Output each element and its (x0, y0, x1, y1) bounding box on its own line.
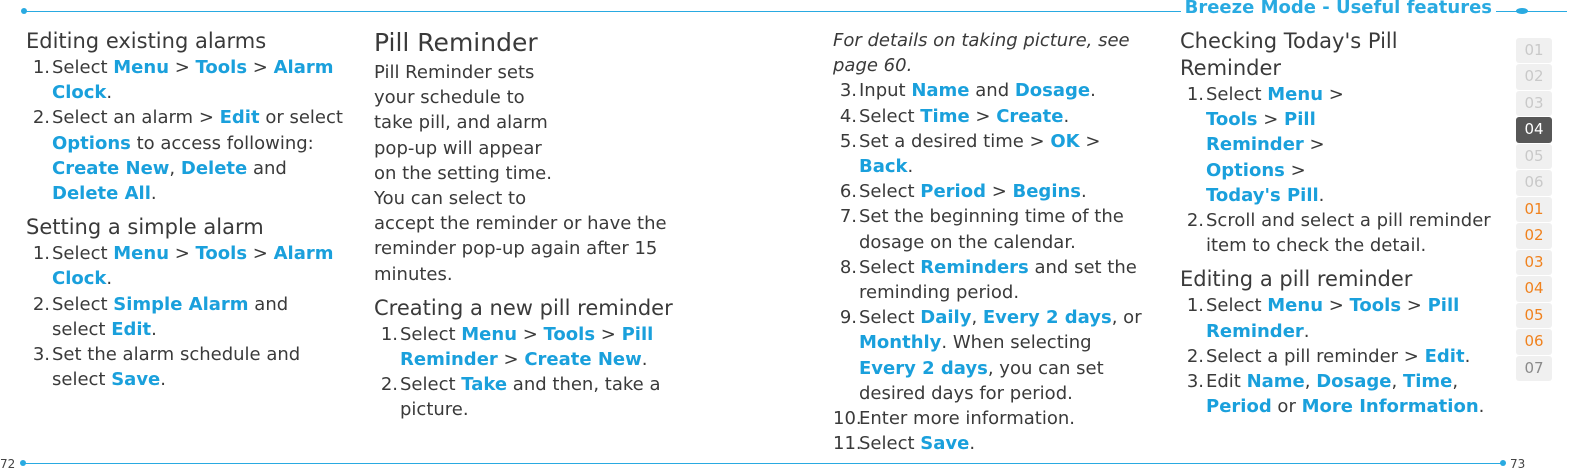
steps-continued (833, 78, 1153, 456)
step: 2. Select an alarm > Edit or select Options to access following: Create New, Delete and Delete All. (32, 107, 343, 205)
footer-right-dot (1500, 460, 1506, 466)
intro-line: on the setting time. (374, 162, 552, 184)
intro-line: take pill, and alarm (374, 112, 548, 134)
chapter-tab[interactable]: 01 (1516, 38, 1552, 63)
chapter-tab[interactable]: 04 (1516, 276, 1552, 301)
left-page-number: 72 (0, 457, 16, 471)
step: 4. Select Time > Create. (839, 105, 1070, 127)
steps-editing-reminder (1180, 293, 1502, 419)
page-title-pill-reminder: Pill Reminder (374, 28, 538, 57)
step: 2. Scroll and select a pill reminder item to check the detail. (1186, 210, 1491, 257)
section-header-title: Breeze Mode - Useful features (1181, 0, 1496, 18)
step: 11. Select Save. (833, 433, 976, 455)
step: 1. Select Menu > Tools > Alarm Clock. (32, 243, 334, 290)
chapter-tabs (1516, 38, 1552, 382)
chapter-tab[interactable]: 01 (1516, 197, 1552, 222)
chapter-tab[interactable]: 05 (1516, 303, 1552, 328)
chapter-tab[interactable]: 06 (1516, 329, 1552, 354)
step: 3. Edit Name, Dosage, Time, Period or More Information. (1186, 371, 1485, 418)
step: 2. Select Take and then, take a picture. (380, 374, 661, 421)
step: 2. Select Simple Alarm and select Edit. (32, 293, 289, 340)
chapter-tab[interactable]: 07 (1516, 356, 1552, 381)
section-title-editing-alarms: Editing existing alarms (26, 29, 267, 53)
step: 10. Enter more information. (833, 408, 1075, 430)
steps-simple-alarm (26, 241, 346, 392)
column-checking-editing (1180, 28, 1502, 427)
section-title-editing-reminder: Editing a pill reminder (1180, 267, 1413, 292)
note-taking-picture: For details on taking picture, see page 60. (833, 30, 1130, 77)
step: 9. Select Daily, Every 2 days, or Monthly. When selecting Every 2 days, you can set desired days for period. (839, 307, 1142, 404)
steps-checking-today (1180, 82, 1502, 258)
intro-line: You can select to (374, 188, 527, 210)
chapter-tab[interactable]: 02 (1516, 64, 1552, 89)
step: 1. Select Menu > Tools > Pill Reminder > Create New. (380, 323, 654, 371)
step: 6. Select Period > Begins. (839, 181, 1087, 203)
step: 5. Set a desired time > OK > Back. (839, 130, 1101, 178)
intro-line: pop-up will appear (374, 137, 542, 159)
chapter-tab[interactable]: 04 (1516, 117, 1552, 142)
step: 2. Select a pill reminder > Edit. (1186, 345, 1471, 367)
step: 8. Select Reminders and set the reminding period. (839, 256, 1137, 304)
column-alarms (26, 28, 346, 400)
section-title-simple-alarm: Setting a simple alarm (26, 215, 264, 240)
section-title-creating-reminder: Creating a new pill reminder (374, 295, 673, 320)
right-page-number: 73 (1510, 457, 1526, 471)
step: 3. Set the alarm schedule and select Save. (32, 344, 301, 391)
steps-editing-alarms (26, 55, 346, 206)
chapter-tab[interactable]: 03 (1516, 250, 1552, 275)
intro-line: accept the reminder or have the reminder pop-up again after 15 minutes. (374, 213, 667, 285)
chapter-tab[interactable]: 02 (1516, 223, 1552, 248)
section-title-checking-today: Checking Today's Pill Reminder (1180, 29, 1398, 80)
step: 3. Input Name and Dosage. (839, 80, 1096, 102)
step: 1. Select Menu > Tools > Pill Reminder > Options > Today's Pill. (1186, 84, 1344, 206)
intro-line: Pill Reminder sets (374, 62, 535, 83)
steps-creating-reminder (374, 322, 689, 423)
intro-line: your schedule to (374, 87, 525, 109)
step: 1. Select Menu > Tools > Alarm Clock. (32, 57, 334, 104)
chapter-tab[interactable]: 03 (1516, 91, 1552, 116)
column-reminder-steps (833, 28, 1153, 464)
column-pill-reminder (374, 28, 689, 431)
footer-rule (23, 463, 1503, 464)
step: 1. Select Menu > Tools > Pill Reminder. (1186, 295, 1460, 342)
step: 7. Set the beginning time of the dosage on the calendar. (839, 206, 1124, 253)
chapter-tab[interactable]: 06 (1516, 170, 1552, 195)
header-right-dot (1516, 8, 1528, 14)
chapter-tab[interactable]: 05 (1516, 144, 1552, 169)
